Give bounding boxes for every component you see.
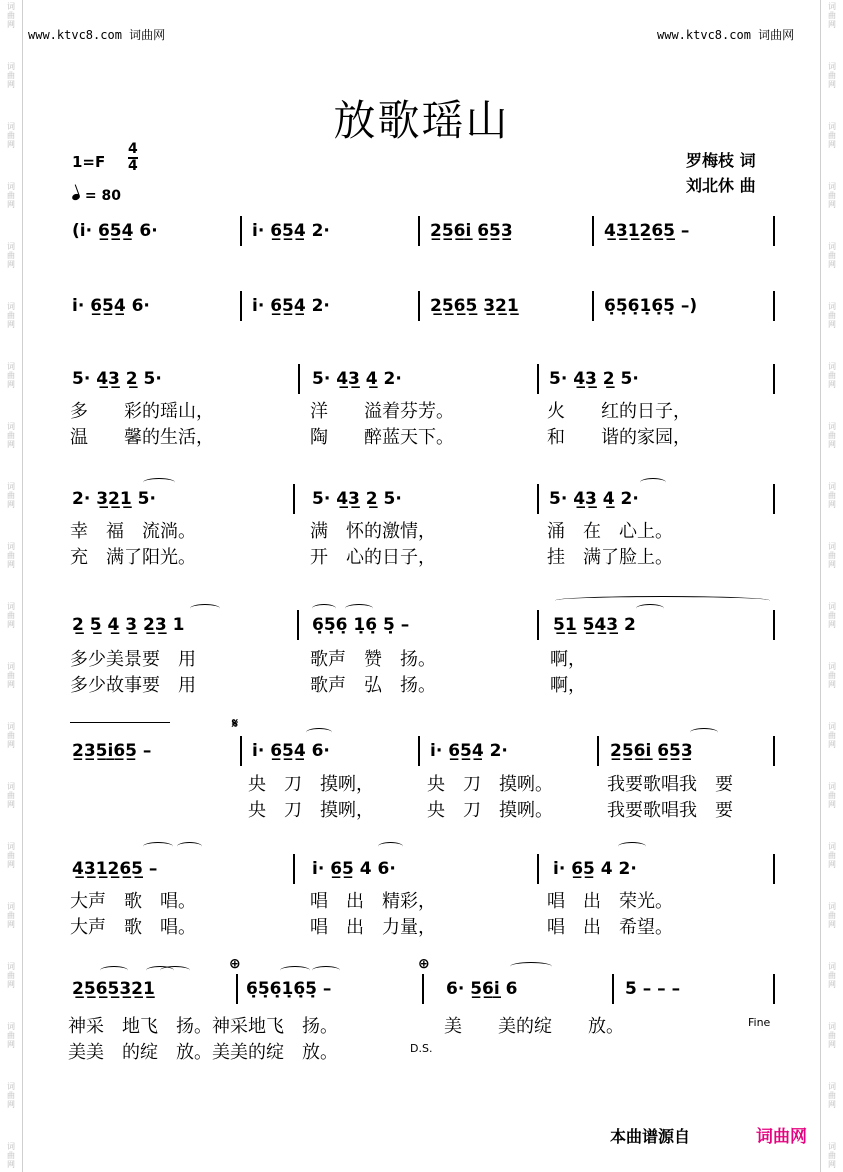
lyric: 唱 出 希望。 xyxy=(547,917,673,938)
barline xyxy=(240,736,242,766)
lyric: 啊， xyxy=(550,675,586,696)
side-watermark-mark: 词 曲 网 xyxy=(828,362,836,389)
measure: 6̣5̣6̣ 1̣6̣ 5̣ – xyxy=(312,615,410,635)
footer-source-label: 本曲谱源自 xyxy=(610,1127,691,1146)
lyric: 充 满了阳光。 xyxy=(70,547,196,568)
lyric: 美 美的绽 放。 xyxy=(444,1016,624,1037)
side-watermark-mark: 词 曲 网 xyxy=(7,182,15,209)
side-watermark-mark: 词 曲 网 xyxy=(828,722,836,749)
side-watermark-mark: 词 曲 网 xyxy=(828,182,836,209)
barline xyxy=(773,216,775,246)
lyric: 美美 的绽 放。美美的绽 放。 xyxy=(68,1042,338,1063)
side-watermark-mark: 词 曲 网 xyxy=(828,902,836,929)
side-watermark-mark: 词 曲 网 xyxy=(7,662,15,689)
side-watermark-mark: 词 曲 网 xyxy=(828,1082,836,1109)
barline xyxy=(240,216,242,246)
barline xyxy=(773,364,775,394)
tempo-value: = 80 xyxy=(84,188,121,204)
tie-slur xyxy=(143,842,173,851)
barline xyxy=(422,974,424,1004)
barline xyxy=(293,854,295,884)
barline xyxy=(298,364,300,394)
side-watermark-mark: 词 曲 网 xyxy=(828,962,836,989)
measure: 5· 4̲3̲ 2̲ 5· xyxy=(312,489,402,509)
measure: 6̣5̣6̣1̣6̣5̣ – xyxy=(246,979,332,999)
tie-slur xyxy=(160,966,190,975)
tie-slur xyxy=(618,842,646,851)
quarter-note-icon xyxy=(71,193,81,201)
footer-brand-logo: 词曲网 xyxy=(756,1127,807,1147)
measure: 5· 4̲3̲ 4̲ 2· xyxy=(549,489,639,509)
lyric: 神采 地飞 扬。神采地飞 扬。 xyxy=(68,1016,338,1037)
side-watermark-mark: 词 曲 网 xyxy=(7,1142,15,1169)
side-watermark-mark: 词 曲 网 xyxy=(828,242,836,269)
lyric: 歌声 弘 扬。 xyxy=(310,675,436,696)
tie-slur xyxy=(306,728,332,737)
measure: 4̲3̲1̲2̲6̲5̲ – xyxy=(72,859,158,879)
measure: (i· 6̲5̲4̲ 6· xyxy=(72,221,158,241)
lyric: 我要歌唱我 要 xyxy=(607,800,733,821)
measure: 2̲5̲6̲5̲3̲2̲1̲ xyxy=(72,979,155,999)
coda-icon: ⊕ xyxy=(229,956,241,972)
side-watermark-mark: 词 曲 网 xyxy=(7,362,15,389)
left-watermark-strip xyxy=(0,0,23,1172)
side-watermark-mark: 词 曲 网 xyxy=(828,122,836,149)
side-watermark-mark: 词 曲 网 xyxy=(828,1142,836,1169)
right-watermark-strip xyxy=(820,0,843,1172)
measure: 2̲3̲5̲i̲6̲5̲ – xyxy=(72,741,152,761)
barline xyxy=(773,736,775,766)
lyric: 大声 歌 唱。 xyxy=(70,891,196,912)
barline xyxy=(597,736,599,766)
lyric: 唱 出 荣光。 xyxy=(547,891,673,912)
barline xyxy=(592,291,594,321)
side-watermark-mark: 词 曲 网 xyxy=(828,302,836,329)
barline xyxy=(773,484,775,514)
lyric: 大声 歌 唱。 xyxy=(70,917,196,938)
side-watermark-mark: 词 曲 网 xyxy=(7,902,15,929)
barline xyxy=(293,484,295,514)
site-watermark-right: www.ktvc8.com 词曲网 xyxy=(657,28,795,42)
measure: 5̲1̲ 5̲4̲3̲ 2 xyxy=(553,615,636,635)
barline xyxy=(773,291,775,321)
lyric: 我要歌唱我 要 xyxy=(607,774,733,795)
lyric: 多少美景要 用 xyxy=(70,649,196,670)
song-title: 放歌瑶山 xyxy=(333,96,510,145)
time-signature xyxy=(128,142,138,174)
lyric: 陶 醉蓝天下。 xyxy=(310,427,454,448)
ds-marking: D.S. xyxy=(410,1042,433,1055)
side-watermark-mark: 词 曲 网 xyxy=(828,602,836,629)
lyric: 啊， xyxy=(550,649,586,670)
lyric: 央 刀 摸咧， xyxy=(248,774,374,795)
lyric: 开 心的日子， xyxy=(310,547,436,568)
tie-slur xyxy=(378,842,403,851)
measure: 4̲3̲1̲2̲6̲5̲ – xyxy=(604,221,690,241)
composer-credit: 刘北休 曲 xyxy=(686,176,756,195)
side-watermark-mark: 词 曲 网 xyxy=(7,842,15,869)
coda-icon: ⊕ xyxy=(418,956,430,972)
side-watermark-mark: 词 曲 网 xyxy=(7,1082,15,1109)
lyric: 涌 在 心上。 xyxy=(547,521,673,542)
measure: 6̣5̣6̣1̣6̣5̣ –) xyxy=(604,296,698,316)
measure: i· 6̲5̲4̲ 2· xyxy=(252,221,330,241)
side-watermark-mark: 词 曲 网 xyxy=(7,242,15,269)
barline xyxy=(592,216,594,246)
barline xyxy=(537,854,539,884)
side-watermark-mark: 词 曲 网 xyxy=(828,542,836,569)
lyric: 多 彩的瑶山， xyxy=(70,401,214,422)
barline xyxy=(537,364,539,394)
measure: i· 6̲5̲4̲ 6· xyxy=(72,296,150,316)
measure: 2̲5̲6̲i̲ 6̲5̲3̲ xyxy=(430,221,513,241)
side-watermark-mark: 词 曲 网 xyxy=(7,2,15,29)
tie-slur xyxy=(100,966,128,975)
measure: 2̲ 5̲ 4̲ 3̲ 2̲3̲ 1 xyxy=(72,615,185,635)
key-signature: 1=F xyxy=(72,153,106,171)
side-watermark-mark: 词 曲 网 xyxy=(828,782,836,809)
tie-slur xyxy=(636,604,664,613)
lyric: 歌声 赞 扬。 xyxy=(310,649,436,670)
tie-slur xyxy=(177,842,202,851)
tie-slur xyxy=(280,966,310,975)
barline xyxy=(773,610,775,640)
side-watermark-mark: 词 曲 网 xyxy=(7,62,15,89)
side-watermark-mark: 词 曲 网 xyxy=(7,302,15,329)
measure: 5· 4̲3̲ 2̲ 5· xyxy=(549,369,639,389)
barline xyxy=(236,974,238,1004)
lyric: 唱 出 力量， xyxy=(310,917,436,938)
side-watermark-mark: 词 曲 网 xyxy=(828,1022,836,1049)
lyric: 满 怀的激情， xyxy=(310,521,436,542)
measure: i· 6̲5̲ 4 6· xyxy=(312,859,396,879)
lyric: 洋 溢着芬芳。 xyxy=(310,401,454,422)
side-watermark-mark: 词 曲 网 xyxy=(828,842,836,869)
barline xyxy=(773,854,775,884)
measure: i· 6̲5̲4̲ 6· xyxy=(252,741,330,761)
lyric: 央 刀 摸咧， xyxy=(248,800,374,821)
time-bottom: 4 xyxy=(128,158,138,174)
measure: 6· 5̲6̲i̲ 6 xyxy=(446,979,518,999)
lyric: 和 谐的家园， xyxy=(547,427,691,448)
barline xyxy=(418,291,420,321)
side-watermark-mark: 词 曲 网 xyxy=(7,602,15,629)
tie-slur xyxy=(345,604,373,613)
lyricist-credit: 罗梅枝 词 xyxy=(686,151,756,170)
tie-slur xyxy=(510,962,552,971)
tie-slur xyxy=(312,966,340,975)
barline xyxy=(773,974,775,1004)
tie-slur xyxy=(312,604,336,613)
lyric: 挂 满了脸上。 xyxy=(547,547,673,568)
barline xyxy=(537,484,539,514)
side-watermark-mark: 词 曲 网 xyxy=(7,722,15,749)
barline xyxy=(418,736,420,766)
measure: 5 – – – xyxy=(625,979,681,999)
measure: 5· 4̲3̲ 4̲ 2· xyxy=(312,369,402,389)
side-watermark-mark: 词 曲 网 xyxy=(7,782,15,809)
lyric: 央 刀 摸咧。 xyxy=(427,774,553,795)
lyric: 唱 出 精彩， xyxy=(310,891,436,912)
side-watermark-mark: 词 曲 网 xyxy=(828,2,836,29)
measure: 2· 3̲2̲1̲ 5· xyxy=(72,489,156,509)
side-watermark-mark: 词 曲 网 xyxy=(7,542,15,569)
side-watermark-mark: 词 曲 网 xyxy=(828,662,836,689)
barline xyxy=(418,216,420,246)
time-top: 4 xyxy=(128,141,138,157)
side-watermark-mark: 词 曲 网 xyxy=(828,482,836,509)
phrase-slur xyxy=(70,722,170,731)
lyric: 央 刀 摸咧。 xyxy=(427,800,553,821)
side-watermark-mark: 词 曲 网 xyxy=(828,62,836,89)
measure: i· 6̲5̲4̲ 2· xyxy=(252,296,330,316)
tie-slur xyxy=(640,478,666,487)
barline xyxy=(297,610,299,640)
lyric: 火 红的日子， xyxy=(547,401,691,422)
tempo-marking xyxy=(72,188,121,204)
side-watermark-mark: 词 曲 网 xyxy=(7,482,15,509)
tie-slur xyxy=(190,604,220,613)
tie-slur xyxy=(690,728,718,737)
side-watermark-mark: 词 曲 网 xyxy=(7,962,15,989)
side-watermark-mark: 词 曲 网 xyxy=(7,422,15,449)
segno-icon: 𝄋 xyxy=(232,716,239,732)
side-watermark-mark: 词 曲 网 xyxy=(828,422,836,449)
phrase-slur xyxy=(555,596,770,605)
side-watermark-mark: 词 曲 网 xyxy=(7,122,15,149)
lyric: 多少故事要 用 xyxy=(70,675,196,696)
tie-slur xyxy=(143,478,175,487)
side-watermark-mark: 词 曲 网 xyxy=(7,1022,15,1049)
measure: i· 6̲5̲ 4 2· xyxy=(553,859,637,879)
fine-marking: Fine xyxy=(748,1016,771,1029)
measure: i· 6̲5̲4̲ 2· xyxy=(430,741,508,761)
barline xyxy=(612,974,614,1004)
site-watermark-left: www.ktvc8.com 词曲网 xyxy=(28,28,166,42)
barline xyxy=(240,291,242,321)
measure: 5· 4̲3̲ 2̲ 5· xyxy=(72,369,162,389)
lyric: 温 馨的生活， xyxy=(70,427,214,448)
lyric: 幸 福 流淌。 xyxy=(70,521,196,542)
measure: 2̲5̲6̲i̲ 6̲5̲3̲ xyxy=(610,741,693,761)
barline xyxy=(537,610,539,640)
measure: 2̲5̲6̲5̲ 3̲2̲1̲ xyxy=(430,296,519,316)
